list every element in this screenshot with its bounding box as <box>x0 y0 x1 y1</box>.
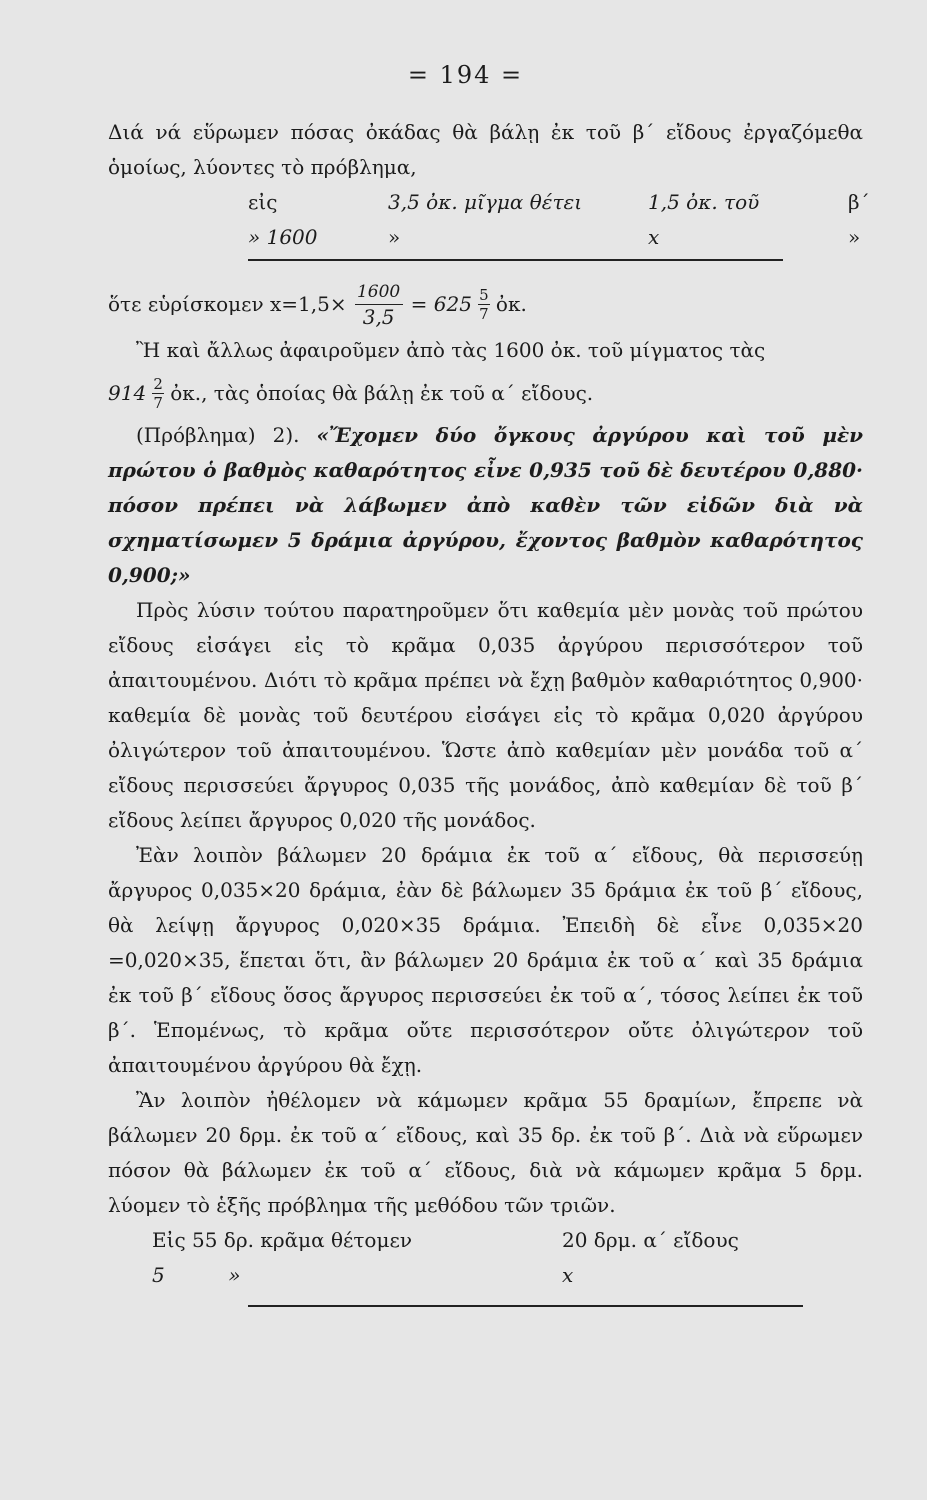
page-number: = 194 = <box>407 61 524 89</box>
fraction-denominator: 3,5 <box>362 304 395 329</box>
proportion-cell: 20 δρμ. α΄ εἴδους <box>562 1228 739 1252</box>
proportion-row-1 <box>108 185 870 220</box>
paragraph-intro: Διά νά εὕρωμεν πόσας ὀκάδας θὰ βάλῃ ἐκ τοῦ β΄ εἴδους ἐργαζόμεθα ὁμοίως, λύοντες τὸ πρόβλημα, <box>108 120 863 179</box>
mixed-tail: ὀκ., τὰς ὁποίας θὰ βάλῃ ἐκ τοῦ α΄ εἴδους. <box>170 380 594 405</box>
problem-label: (Πρόβλημα) 2). <box>136 423 300 447</box>
proportion-cell: Εἰς 55 δρ. κρᾶμα θέτομεν <box>152 1228 412 1252</box>
formula-result: = 625 <box>410 291 472 316</box>
paragraph-observation: Πρὸς λύσιν τούτου παρατηροῦμεν ὅτι καθεμία μὲν μονὰς τοῦ πρώτου εἴδους εἰσάγει εἰς τὸ κρᾶμα 0,035 ἀργύρου περισσότερον τοῦ ἀπαιτουμένου. Διότι τὸ κρᾶμα πρέπει νὰ ἔχῃ βαθμὸν καθαριότητος 0,900· καθεμία δὲ μονὰς τοῦ δευτέρου εἰσάγει εἰς τὸ κρᾶμα 0,020 ἀργύρου ὀλιγώτερον τοῦ ἀπαιτουμένου. Ὥστε ἀπὸ καθεμίαν μὲν μονάδα τοῦ α΄ εἴδους περισσεύει ἄργυρος 0,035 τῆς μονάδος, ἀπὸ καθεμίαν δὲ τοῦ β΄ εἴδους λείπει ἄργυρος 0,020 τῆς μονάδος. <box>108 598 863 832</box>
divider-rule <box>248 259 783 261</box>
formula-line <box>108 275 863 333</box>
small-fraction <box>478 287 490 322</box>
fraction-numerator: 1600 <box>356 281 401 302</box>
paragraph-conclusion: Ἂν λοιπὸν ἠθέλομεν νὰ κάμωμεν κρᾶμα 55 δραμίων, ἔπρεπε νὰ βάλωμεν 20 δρμ. ἐκ τοῦ α΄ εἴδους, καὶ 35 δρ. ἐκ τοῦ β΄. Διὰ νὰ εὕρωμεν πόσον θὰ βάλωμεν ἐκ τοῦ α΄ εἴδους, διὰ νὰ κάμωμεν κρᾶμα 5 δρμ. λύομεν τὸ ἑξῆς πρόβλημα τῆς μεθόδου τῶν τριῶν. <box>108 1088 863 1217</box>
proportion-cell: εἰς <box>248 190 278 214</box>
mixed-whole: 914 <box>108 380 147 405</box>
paragraph-alternative: Ἢ καὶ ἄλλως ἀφαιροῦμεν ἀπὸ τὰς 1600 ὀκ. τοῦ μίγματος τὰς <box>136 338 766 362</box>
fraction <box>355 281 403 328</box>
proportion-cell: 5 » <box>152 1263 241 1287</box>
formula-lead: ὅτε εὑρίσκομεν x=1,5× <box>108 291 347 316</box>
paragraph-reasoning: Ἐὰν λοιπὸν βάλωμεν 20 δράμια ἐκ τοῦ α΄ εἴδους, θὰ περισσεύῃ ἄργυρος 0,035×20 δράμια, ἐὰν δὲ βάλωμεν 35 δράμια ἐκ τοῦ β΄ εἴδους, θὰ λείψῃ ἄργυρος 0,020×35 δράμια. Ἐπειδὴ δὲ εἶνε 0,035×20 =0,020×35, ἕπεται ὅτι, ἂν βάλωμεν 20 δράμια ἐκ τοῦ α΄ καὶ 35 δράμια ἐκ τοῦ β΄ εἴδους ὅσος ἄργυρος περισσεύει ἐκ τοῦ α΄, τόσος λείπει ἐκ τοῦ β΄. Ἑπομένως, τὸ κρᾶμα οὔτε περισσότερον οὔτε ὀλιγώτερον τοῦ ἀπαιτουμένου ἀργύρου θὰ ἔχῃ. <box>108 843 863 1077</box>
fraction-numerator: 5 <box>479 285 489 304</box>
problem-text: «Ἔχομεν δύο ὄγκους ἀργύρου καὶ τοῦ μὲν πρώτου ὁ βαθμὸς καθαρότητος εἶνε 0,935 τοῦ δὲ δευτέρου 0,880· πόσον πρέπει νὰ λάβωμεν ἀπὸ καθὲν τῶν εἰδῶν διὰ νὰ σχηματίσωμεν 5 δράμια ἀργύρου, ἔχοντος βαθμὸν καθαρότητος 0,900;» <box>108 423 864 587</box>
proportion-cell: 3,5 ὀκ. μῖγμα θέτει <box>388 190 583 214</box>
formula-unit: ὀκ. <box>495 291 527 316</box>
proportion-cell: x <box>562 1263 574 1287</box>
small-fraction <box>152 376 164 411</box>
mixed-number-line <box>108 368 863 418</box>
proportion-row-2 <box>108 220 863 255</box>
proportion-cell: » 1600 <box>248 225 318 249</box>
fraction-denominator: 7 <box>153 393 163 412</box>
proportion-cell: β΄ <box>848 190 870 214</box>
final-proportion-row-1 <box>108 1223 863 1258</box>
problem-statement <box>108 418 863 593</box>
divider-rule <box>248 1305 803 1307</box>
fraction-numerator: 2 <box>153 374 163 393</box>
fraction-denominator: 7 <box>479 304 489 323</box>
final-proportion-row-2 <box>108 1258 863 1293</box>
proportion-cell: » <box>848 225 861 249</box>
proportion-cell: x <box>648 225 660 249</box>
proportion-cell: » <box>388 225 401 249</box>
proportion-cell: 1,5 ὀκ. τοῦ <box>648 190 760 214</box>
